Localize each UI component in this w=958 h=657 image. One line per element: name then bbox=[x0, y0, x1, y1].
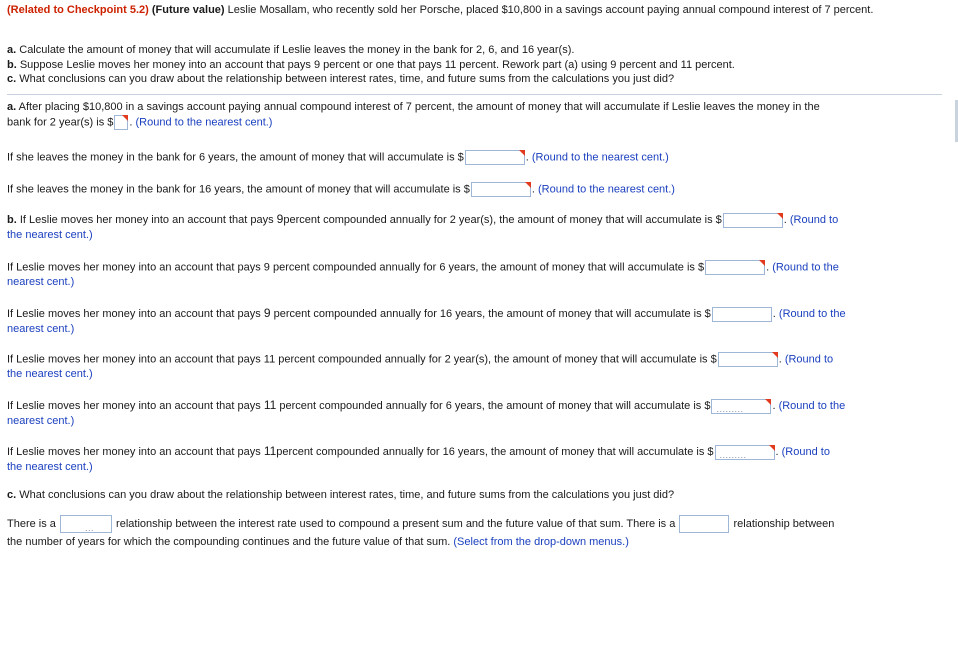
question-b: b. Suppose Leslie moves her money into an account that pays 9 percent or one that pays 11 percent. Rework part (a) using 9 percent and 11 percent. bbox=[7, 59, 735, 71]
answer-a-6yr-input[interactable] bbox=[465, 150, 525, 165]
part-a-prompt: a. After placing $10,800 in a savings account paying annual compound interest of 7 percent, the amount of money that will accumulate if Leslie leaves the money in the bank for 2 year(s) is $ . (Round to the nearest cent.) bbox=[7, 101, 820, 128]
part-b-11pct-16yr: If Leslie moves her money into an account that pays 11percent compounded annually for 16 years, the amount of money that will accumulate is $ . . . . . . . . . . (Round to the nearest cent.) bbox=[7, 444, 830, 473]
part-c-question: c. What conclusions can you draw about the relationship between interest rates, time, and future sums from the calculations you just did? bbox=[7, 489, 675, 501]
answer-b-9pct-2yr-input[interactable] bbox=[723, 213, 783, 228]
rate-11: 11 bbox=[263, 398, 277, 412]
interest-rate-relationship-dropdown[interactable] bbox=[60, 515, 112, 533]
answer-b-11pct-16yr-input[interactable] bbox=[715, 445, 775, 460]
question-c: c. What conclusions can you draw about the relationship between interest rates, time, and future sums from the calculations you just did? bbox=[7, 73, 675, 85]
section-divider bbox=[7, 94, 942, 95]
part-a-6yr: If she leaves the money in the bank for 6 years, the amount of money that will accumulate is $ . (Round to the nearest cent.) bbox=[7, 151, 669, 164]
problem-topic: (Future value) bbox=[151, 4, 225, 16]
part-b-9pct-6yr: If Leslie moves her money into an account that pays 9 percent compounded annually for 6 years, the amount of money that will accumulate is $ . (Round to the nearest cent.) bbox=[7, 261, 839, 288]
rate-9: 9 bbox=[263, 306, 271, 320]
part-b-9pct-2yr: b. If Leslie moves her money into an account that pays 9percent compounded annually for 2 year(s), the amount of money that will accumulate is $ . (Round to the nearest cent.) bbox=[7, 212, 839, 241]
input-placeholder-dots: . . . . . . . . . bbox=[719, 449, 746, 460]
answer-a-16yr-input[interactable] bbox=[471, 182, 531, 197]
related-checkpoint: (Related to Checkpoint 5.2) bbox=[7, 4, 149, 16]
answer-b-11pct-2yr-input[interactable] bbox=[718, 352, 778, 367]
answer-b-11pct-6yr-input[interactable] bbox=[711, 399, 771, 414]
problem-header bbox=[7, 3, 937, 18]
question-a: a. Calculate the amount of money that will accumulate if Leslie leaves the money in the bank for 2, 6, and 16 year(s). bbox=[7, 44, 575, 56]
rate-9: 9 bbox=[276, 212, 284, 226]
answer-a-2yr-input[interactable] bbox=[114, 115, 128, 130]
rate-11: 11 bbox=[263, 444, 277, 458]
part-b-11pct-2yr: If Leslie moves her money into an account that pays 11 percent compounded annually for 2 year(s), the amount of money that will accumulate is $ . (Round to the nearest cent.) bbox=[7, 353, 834, 380]
part-a-16yr: If she leaves the money in the bank for 16 years, the amount of money that will accumulate is $ . (Round to the nearest cent.) bbox=[7, 183, 675, 196]
answer-b-9pct-6yr-input[interactable] bbox=[705, 260, 765, 275]
dropdown-indicator: . . . bbox=[84, 523, 93, 534]
years-relationship-dropdown[interactable] bbox=[679, 515, 729, 533]
input-placeholder-dots: . . . . . . . . . bbox=[716, 403, 742, 414]
part-b-9pct-16yr: If Leslie moves her money into an account that pays 9 percent compounded annually for 16 years, the amount of money that will accumulate is $ . (Round to the nearest cent.) bbox=[7, 306, 846, 335]
problem-statement: Leslie Mosallam, who recently sold her Porsche, placed $10,800 in a savings account paying annual compound interest of 7 percent. bbox=[227, 4, 874, 16]
answer-b-9pct-16yr-input[interactable] bbox=[712, 307, 772, 322]
part-c-answer: There is a . . . relationship between the interest rate used to compound a present sum and the future value of that sum. There is a relationship between the number of years for which the compounding continues and the future value of that sum. (Select from the drop-down menus.) bbox=[7, 515, 947, 551]
part-b-11pct-6yr: If Leslie moves her money into an account that pays 11 percent compounded annually for 6 years, the amount of money that will accumulate is $ . . . . . . . . . . (Round to the nearest cent.) bbox=[7, 398, 846, 427]
